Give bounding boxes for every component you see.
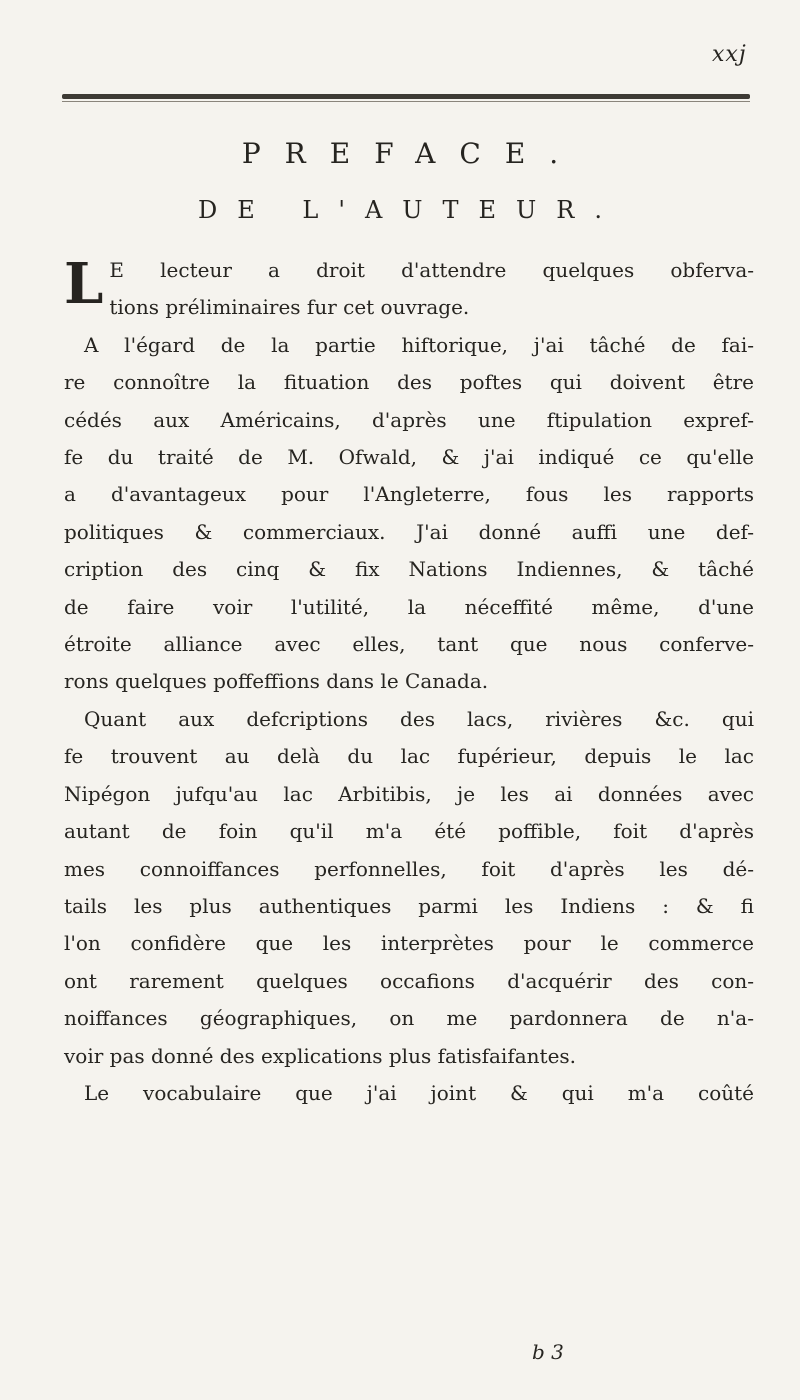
signature-mark: b 3 <box>532 1340 564 1364</box>
text-line: noiffances géographiques, on me pardonnera de n'a- <box>64 1006 754 1031</box>
text-line: a d'avantageux pour l'Angleterre, fous les rapports <box>64 482 754 507</box>
text-line: E lecteur a droit d'attendre quelques obferva- <box>109 258 754 282</box>
preface-body <box>64 252 754 1112</box>
text-line: l'on confidère que les interprètes pour le commerce <box>64 931 754 956</box>
text-line: de faire voir l'utilité, la néceffité même, d'une <box>64 594 754 619</box>
text-line: tails les plus authentiques parmi les Indiens : & fi <box>64 893 754 918</box>
text-line: mes connoiffances perfonnelles, foit d'après les dé- <box>64 856 754 881</box>
text-line: re connoître la fituation des poftes qui doivent être <box>64 370 754 395</box>
text-line: étroite alliance avec elles, tant que nous conferve- <box>64 632 754 657</box>
text-line: Quant aux defcriptions des lacs, rivières &c. qui <box>84 706 754 731</box>
text-line: tions préliminaires fur cet ouvrage. <box>109 295 470 320</box>
text-line: A l'égard de la partie hiftorique, j'ai tâché de fai- <box>84 332 754 357</box>
text-line: fe du traité de M. Ofwald, & j'ai indiqué ce qu'elle <box>64 445 754 470</box>
text-line: cription des cinq & fix Nations Indiennes, & tâché <box>64 557 754 582</box>
text-line: autant de foin qu'il m'a été poffible, foit d'après <box>64 819 754 844</box>
text-line: Le vocabulaire que j'ai joint & qui m'a coûté <box>84 1080 754 1105</box>
text-line: Nipégon jufqu'au lac Arbitibis, je les ai données avec <box>64 781 754 806</box>
header-rule-thin <box>62 101 750 102</box>
header-rule <box>62 94 750 99</box>
page-subtitle: DE L'AUTEUR. <box>198 196 622 224</box>
text-line: ont rarement quelques occafions d'acquérir des con- <box>64 968 754 993</box>
page-number: xxj <box>712 42 747 67</box>
text-line: rons quelques poffeffions dans le Canada. <box>64 669 489 694</box>
drop-cap: L <box>64 251 104 317</box>
text-line: politiques & commerciaux. J'ai donné auffi une def- <box>64 519 754 544</box>
text-line: fe trouvent au delà du lac fupérieur, depuis le lac <box>64 744 754 769</box>
text-line: cédés aux Américains, d'après une ftipulation expref- <box>64 407 754 432</box>
text-line: voir pas donné des explications plus fatisfaifantes. <box>64 1043 577 1068</box>
page-title: PREFACE. <box>241 137 583 170</box>
